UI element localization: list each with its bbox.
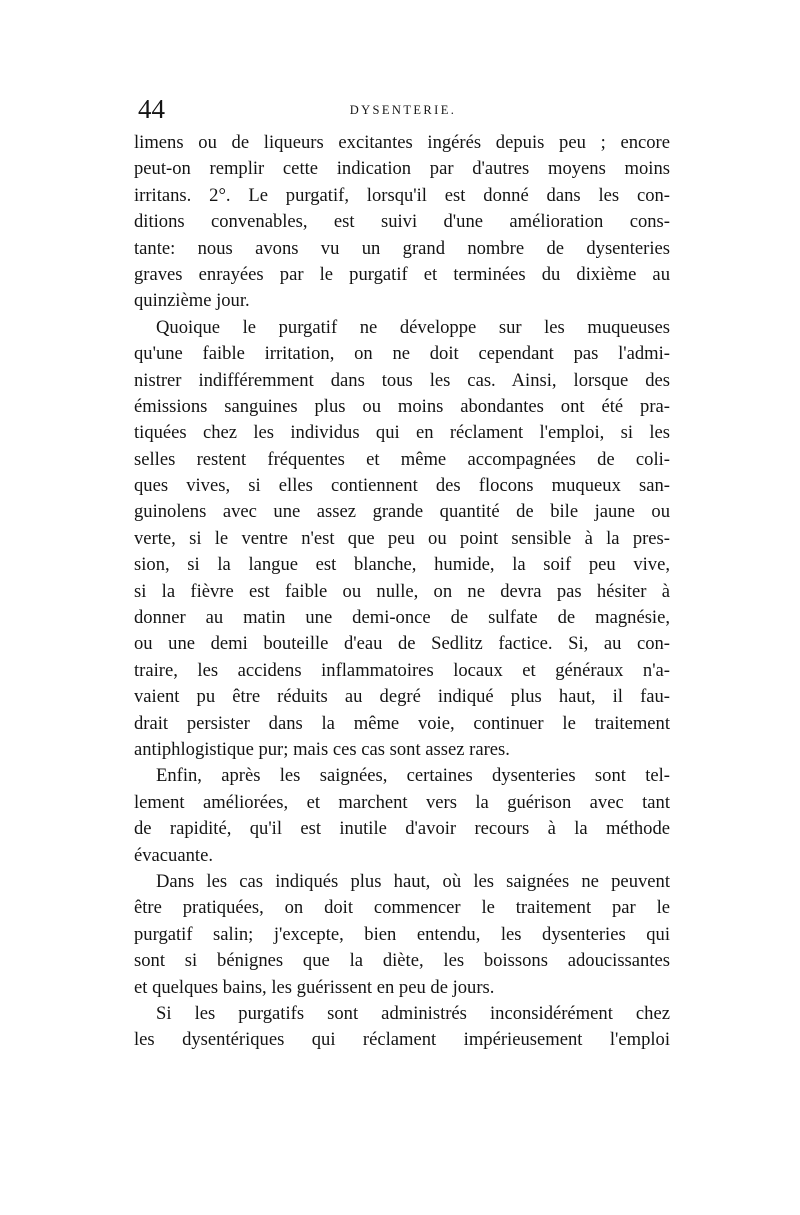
text-line: ques vives, si elles contiennent des flocons muqueux san- (134, 475, 670, 497)
text-line: ou une demi bouteille d'eau de Sedlitz factice. Si, au con- (134, 633, 670, 655)
text-line: être pratiquées, on doit commencer le traitement par le (134, 897, 670, 919)
text-line: si la fièvre est faible ou nulle, on ne devra pas hésiter à (134, 580, 670, 602)
text-line: nistrer indifféremment dans tous les cas. Ainsi, lorsque des (134, 369, 670, 391)
text-line: émissions sanguines plus ou moins abondantes ont été pra- (134, 395, 670, 417)
text-line: peut-on remplir cette indication par d'autres moyens moins (134, 158, 670, 180)
text-line: Si les purgatifs sont administrés inconsidérément chez (156, 1002, 670, 1024)
running-head: DYSENTERIE. (349, 103, 457, 117)
text-line: évacuante. (134, 844, 213, 866)
page-header (138, 94, 668, 128)
text-line: qu'une faible irritation, on ne doit cependant pas l'admi- (134, 343, 670, 365)
text-line: Enfin, après les saignées, certaines dysenteries sont tel- (156, 765, 670, 787)
text-line: de rapidité, qu'il est inutile d'avoir recours à la méthode (134, 818, 670, 840)
text-line: tiquées chez les individus qui en réclament l'emploi, si les (134, 422, 670, 444)
text-line: antiphlogistique pur; mais ces cas sont assez rares. (134, 738, 510, 760)
text-line: sont si bénignes que la diète, les boissons adoucissantes (134, 950, 670, 972)
text-line: ditions convenables, est suivi d'une amélioration cons- (134, 211, 670, 233)
text-line: irritans. 2°. Le purgatif, lorsqu'il est donné dans les con- (134, 184, 670, 206)
text-line: drait persister dans la même voie, continuer le traitement (134, 712, 670, 734)
text-line: traire, les accidens inflammatoires locaux et généraux n'a- (134, 659, 670, 681)
text-line: quinzième jour. (134, 290, 250, 312)
text-line: Dans les cas indiqués plus haut, où les saignées ne peuvent (156, 870, 670, 892)
text-line: les dysentériques qui réclament impérieusement l'emploi (134, 1029, 670, 1051)
text-line: tante: nous avons vu un grand nombre de dysenteries (134, 237, 670, 259)
body-text (134, 130, 670, 1054)
text-line: lement améliorées, et marchent vers la guérison avec tant (134, 791, 670, 813)
text-line: limens ou de liqueurs excitantes ingérés depuis peu ; encore (134, 132, 670, 153)
text-line: selles restent fréquentes et même accompagnées de coli- (134, 448, 670, 470)
text-line: verte, si le ventre n'est que peu ou point sensible à la pres- (134, 527, 670, 549)
text-line: Quoique le purgatif ne développe sur les muqueuses (156, 316, 670, 338)
text-line: graves enrayées par le purgatif et terminées du dixième au (134, 263, 670, 285)
text-line: vaient pu être réduits au degré indiqué plus haut, il fau- (134, 686, 670, 708)
text-line: et quelques bains, les guérissent en peu de jours. (134, 976, 495, 998)
text-line: purgatif salin; j'excepte, bien entendu, les dysenteries qui (134, 923, 670, 945)
page-number: 44 (138, 94, 165, 124)
text-line: donner au matin une demi-once de sulfate de magnésie, (134, 607, 670, 629)
text-line: sion, si la langue est blanche, humide, la soif peu vive, (134, 554, 670, 576)
text-line: guinolens avec une assez grande quantité de bile jaune ou (134, 501, 670, 523)
